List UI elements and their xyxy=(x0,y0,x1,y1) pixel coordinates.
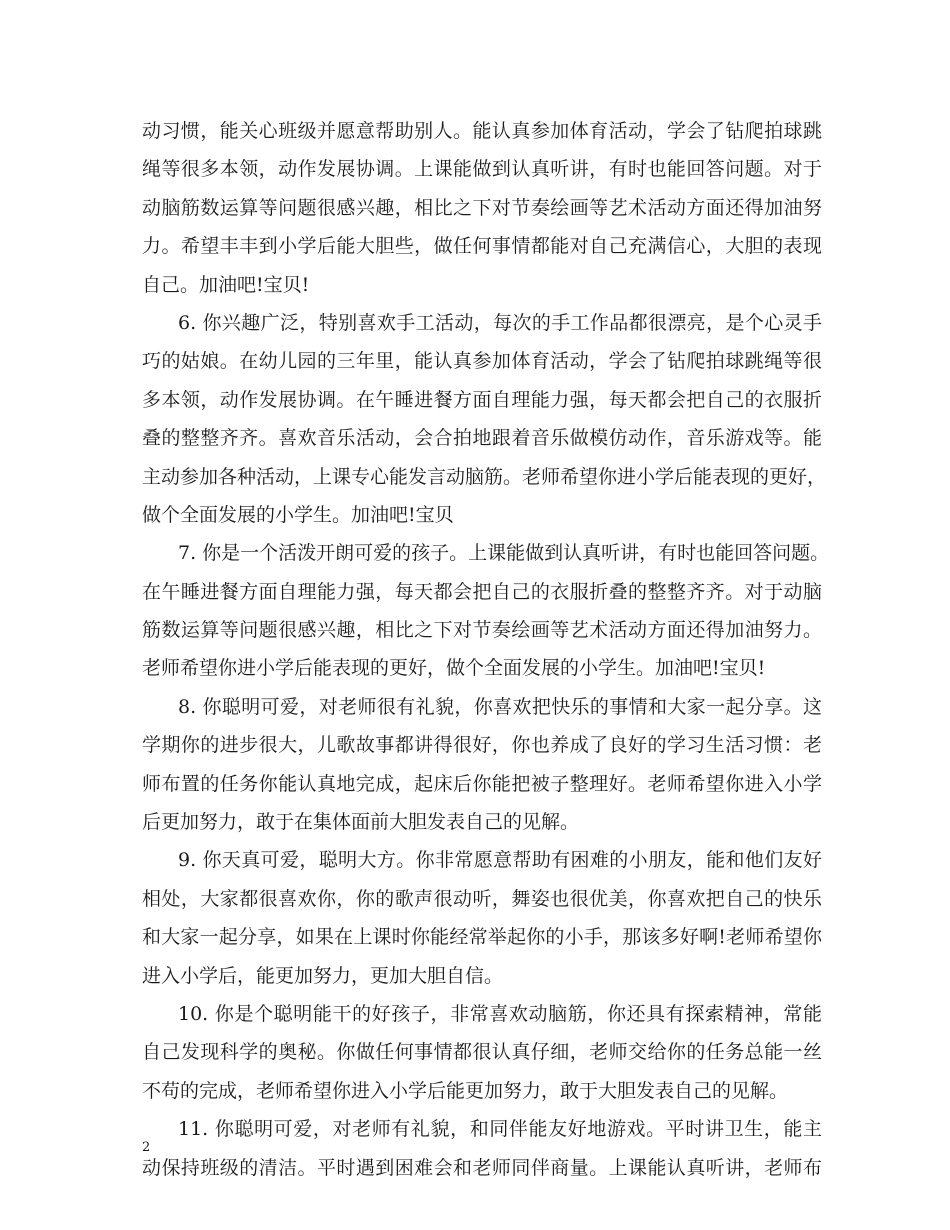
text-line: 绳等很多本领，动作发展协调。上课能做到认真听讲，有时也能回答问题。对于 xyxy=(142,158,822,181)
text-line: 进入小学后，能更加努力，更加大胆自信。 xyxy=(142,964,504,987)
text-line: 师布置的任务你能认真地完成，起床后你能把被子整理好。老师希望你进入小学 xyxy=(142,772,822,795)
text-line: 不苟的完成，老师希望你进入小学后能更加努力，敢于大胆发表自己的见解。 xyxy=(142,1079,789,1102)
text-line: 8. 你聪明可爱，对老师很有礼貌，你喜欢把快乐的事情和大家一起分享。这 xyxy=(178,695,822,718)
text-line: 动习惯，能关心班级并愿意帮助别人。能认真参加体育活动，学会了钻爬拍球跳 xyxy=(142,120,822,142)
text-line: 后更加努力，敢于在集体面前大胆发表自己的见解。 xyxy=(142,811,580,834)
text-line: 在午睡进餐方面自理能力强，每天都会把自己的衣服折叠的整整齐齐。对于动脑 xyxy=(142,580,822,603)
paragraph-8 xyxy=(142,688,822,842)
document-body xyxy=(142,112,830,1187)
text-line: 10. 你是个聪明能干的好孩子，非常喜欢动脑筋，你还具有探索精神，常能 xyxy=(178,1002,822,1025)
text-line: 主动参加各种活动，上课专心能发言动脑筋。老师希望你进小学后能表现的更好， xyxy=(142,465,827,488)
paragraph-6 xyxy=(142,304,827,534)
text-line: 动脑筋数运算等问题很感兴趣，相比之下对节奏绘画等艺术活动方面还得加油努 xyxy=(142,196,822,219)
text-line: 老师希望你进小学后能表现的更好，做个全面发展的小学生。加油吧!宝贝! xyxy=(142,657,766,680)
text-line: 自己。加油吧!宝贝! xyxy=(142,273,310,296)
text-line: 学期你的进步很大，儿歌故事都讲得很好，你也养成了良好的学习生活习惯：老 xyxy=(142,734,822,757)
paragraph-10 xyxy=(142,995,822,1110)
text-line: 相处，大家都很喜欢你，你的歌声很动听，舞姿也很优美，你喜欢把自己的快乐 xyxy=(142,887,822,910)
text-line: 7. 你是一个活泼开朗可爱的孩子。上课能做到认真听讲，有时也能回答问题。 xyxy=(178,542,830,565)
paragraph-11 xyxy=(142,1110,822,1187)
text-line: 力。希望丰丰到小学后能大胆些，做任何事情都能对自己充满信心，大胆的表现 xyxy=(142,235,822,258)
text-line: 做个全面发展的小学生。加油吧!宝贝 xyxy=(142,503,454,526)
text-line: 动保持班级的清洁。平时遇到困难会和老师同伴商量。上课能认真听讲，老师布 xyxy=(142,1156,822,1179)
text-line: 多本领，动作发展协调。在午睡进餐方面自理能力强，每天都会把自己的衣服折 xyxy=(142,388,822,411)
paragraph-9 xyxy=(142,841,822,995)
text-line: 叠的整整齐齐。喜欢音乐活动，会合拍地跟着音乐做模仿动作，音乐游戏等。能 xyxy=(142,427,822,450)
text-line: 6. 你兴趣广泛，特别喜欢手工活动，每次的手工作品都很漂亮，是个心灵手 xyxy=(178,311,822,334)
text-line: 和大家一起分享，如果在上课时你能经常举起你的小手，那该多好啊!老师希望你 xyxy=(142,926,822,949)
paragraph-5-continued xyxy=(142,112,822,304)
page-number: 2 xyxy=(142,1140,151,1155)
text-line: 9. 你天真可爱，聪明大方。你非常愿意帮助有困难的小朋友，能和他们友好 xyxy=(178,849,822,872)
text-line: 11. 你聪明可爱，对老师有礼貌，和同伴能友好地游戏。平时讲卫生，能主 xyxy=(178,1118,822,1141)
paragraph-7 xyxy=(142,534,830,688)
text-line: 自己发现科学的奥秘。你做任何事情都很认真仔细，老师交给你的任务总能一丝 xyxy=(142,1041,822,1064)
text-line: 巧的姑娘。在幼儿园的三年里，能认真参加体育活动，学会了钻爬拍球跳绳等很 xyxy=(142,350,822,373)
text-line: 筋数运算等问题很感兴趣，相比之下对节奏绘画等艺术活动方面还得加油努力。 xyxy=(142,619,822,642)
